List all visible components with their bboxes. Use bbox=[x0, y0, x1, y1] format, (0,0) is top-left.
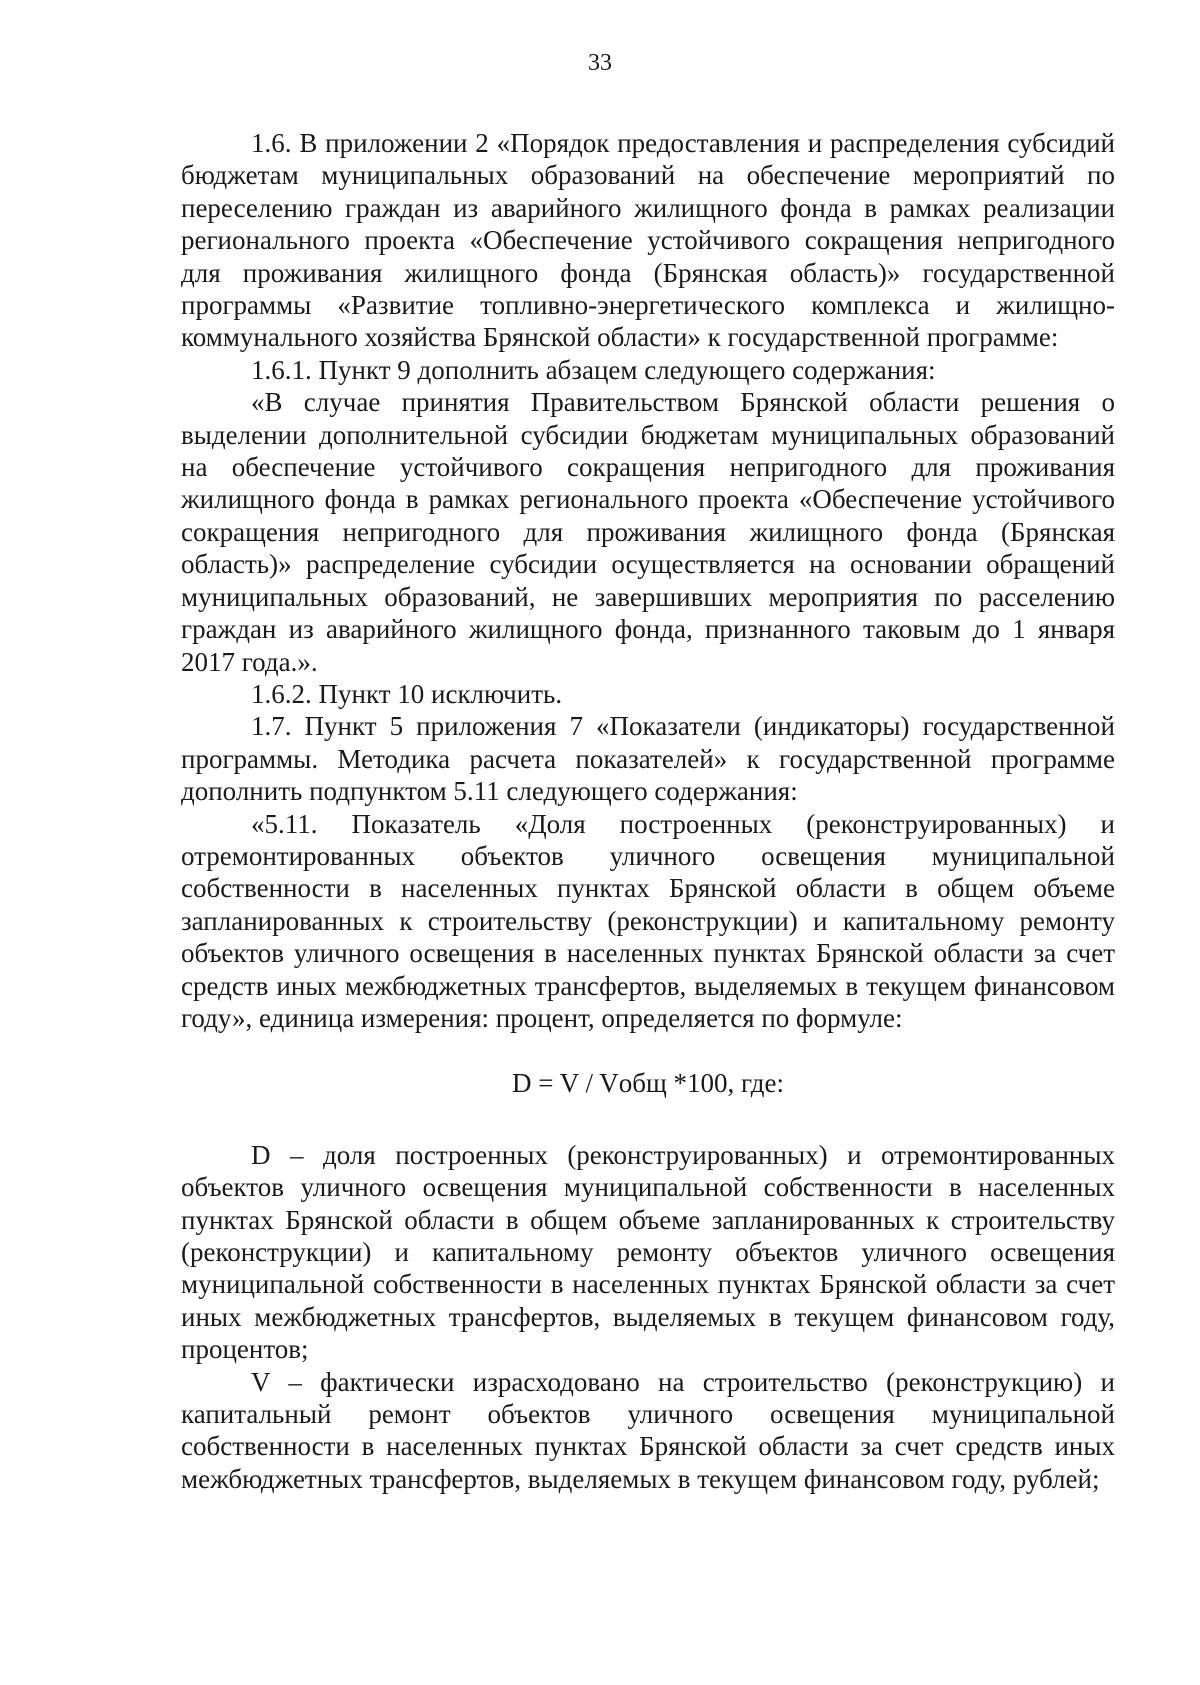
page-number: 33 bbox=[588, 50, 612, 76]
definition-d: D – доля построенных (реконструированных) и отремонтированных объектов уличного освещения муниципальной собственности в населенных пунктах Брянской области в общем объеме запланированных к строительству (реконструкции) и капитальному ремонту объектов уличного освещения муниципальной собственности в населенных пунктах Брянской области за счет иных межбюджетных трансфертов, выделяемых в текущем финансовом году, процентов; bbox=[181, 1139, 1115, 1365]
paragraph-1-6-1: 1.6.1. Пункт 9 дополнить абзацем следующего содержания: bbox=[251, 354, 936, 385]
paragraph-1-6-2: 1.6.2. Пункт 10 исключить. bbox=[251, 678, 563, 709]
paragraph-1-7: 1.7. Пункт 5 приложения 7 «Показатели (индикаторы) государственной программы. Методика расчета показателей» к государственной программе дополнить подпунктом 5.11 следующего содержания: bbox=[181, 711, 1115, 807]
formula: D = V / Vобщ *100, где: bbox=[512, 1068, 784, 1099]
definition-v: V – фактически израсходовано на строительство (реконструкцию) и капитальный ремонт объектов уличного освещения муниципальной собственности в населенных пунктах Брянской области за счет средств иных межбюджетных трансфертов, выделяемых в текущем финансовом году, рублей; bbox=[181, 1366, 1115, 1494]
paragraph-1-6: 1.6. В приложении 2 «Порядок предоставления и распределения субсидий бюджетам муниципальных образований на обеспечение мероприятий по переселению граждан из аварийного жилищного фонда в рамках реализации регионального проекта «Обеспечение устойчивого сокращения непригодного для проживания жилищного фонда (Брянская область)» государственной программы «Развитие топливно-энергетического комплекса и жилищно-коммунального хозяйства Брянской области» к государственной программе: bbox=[181, 128, 1115, 353]
paragraph-quote-subsidy: «В случае принятия Правительством Брянской области решения о выделении дополнительной субсидии бюджетам муниципальных образований на обеспечение устойчивого сокращения непригодного для проживания жилищного фонда в рамках регионального проекта «Обеспечение устойчивого сокращения непригодного для проживания жилищного фонда (Брянская область)» распределение субсидии осуществляется на основании обращений муниципальных образований, не завершивших мероприятия по расселению граждан из аварийного жилищного фонда, признанного таковым до 1 января 2017 года.». bbox=[181, 387, 1115, 677]
document-body bbox=[181, 127, 1115, 1495]
paragraph-5-11: «5.11. Показатель «Доля построенных (реконструированных) и отремонтированных объектов уличного освещения муниципальной собственности в населенных пунктах Брянской области в общем объеме запланированных к строительству (реконструкции) и капитальному ремонту объектов уличного освещения в населенных пунктах Брянской области за счет средств иных межбюджетных трансфертов, выделяемых в текущем финансовом году», единица измерения: процент, определяется по формуле: bbox=[181, 808, 1115, 1033]
